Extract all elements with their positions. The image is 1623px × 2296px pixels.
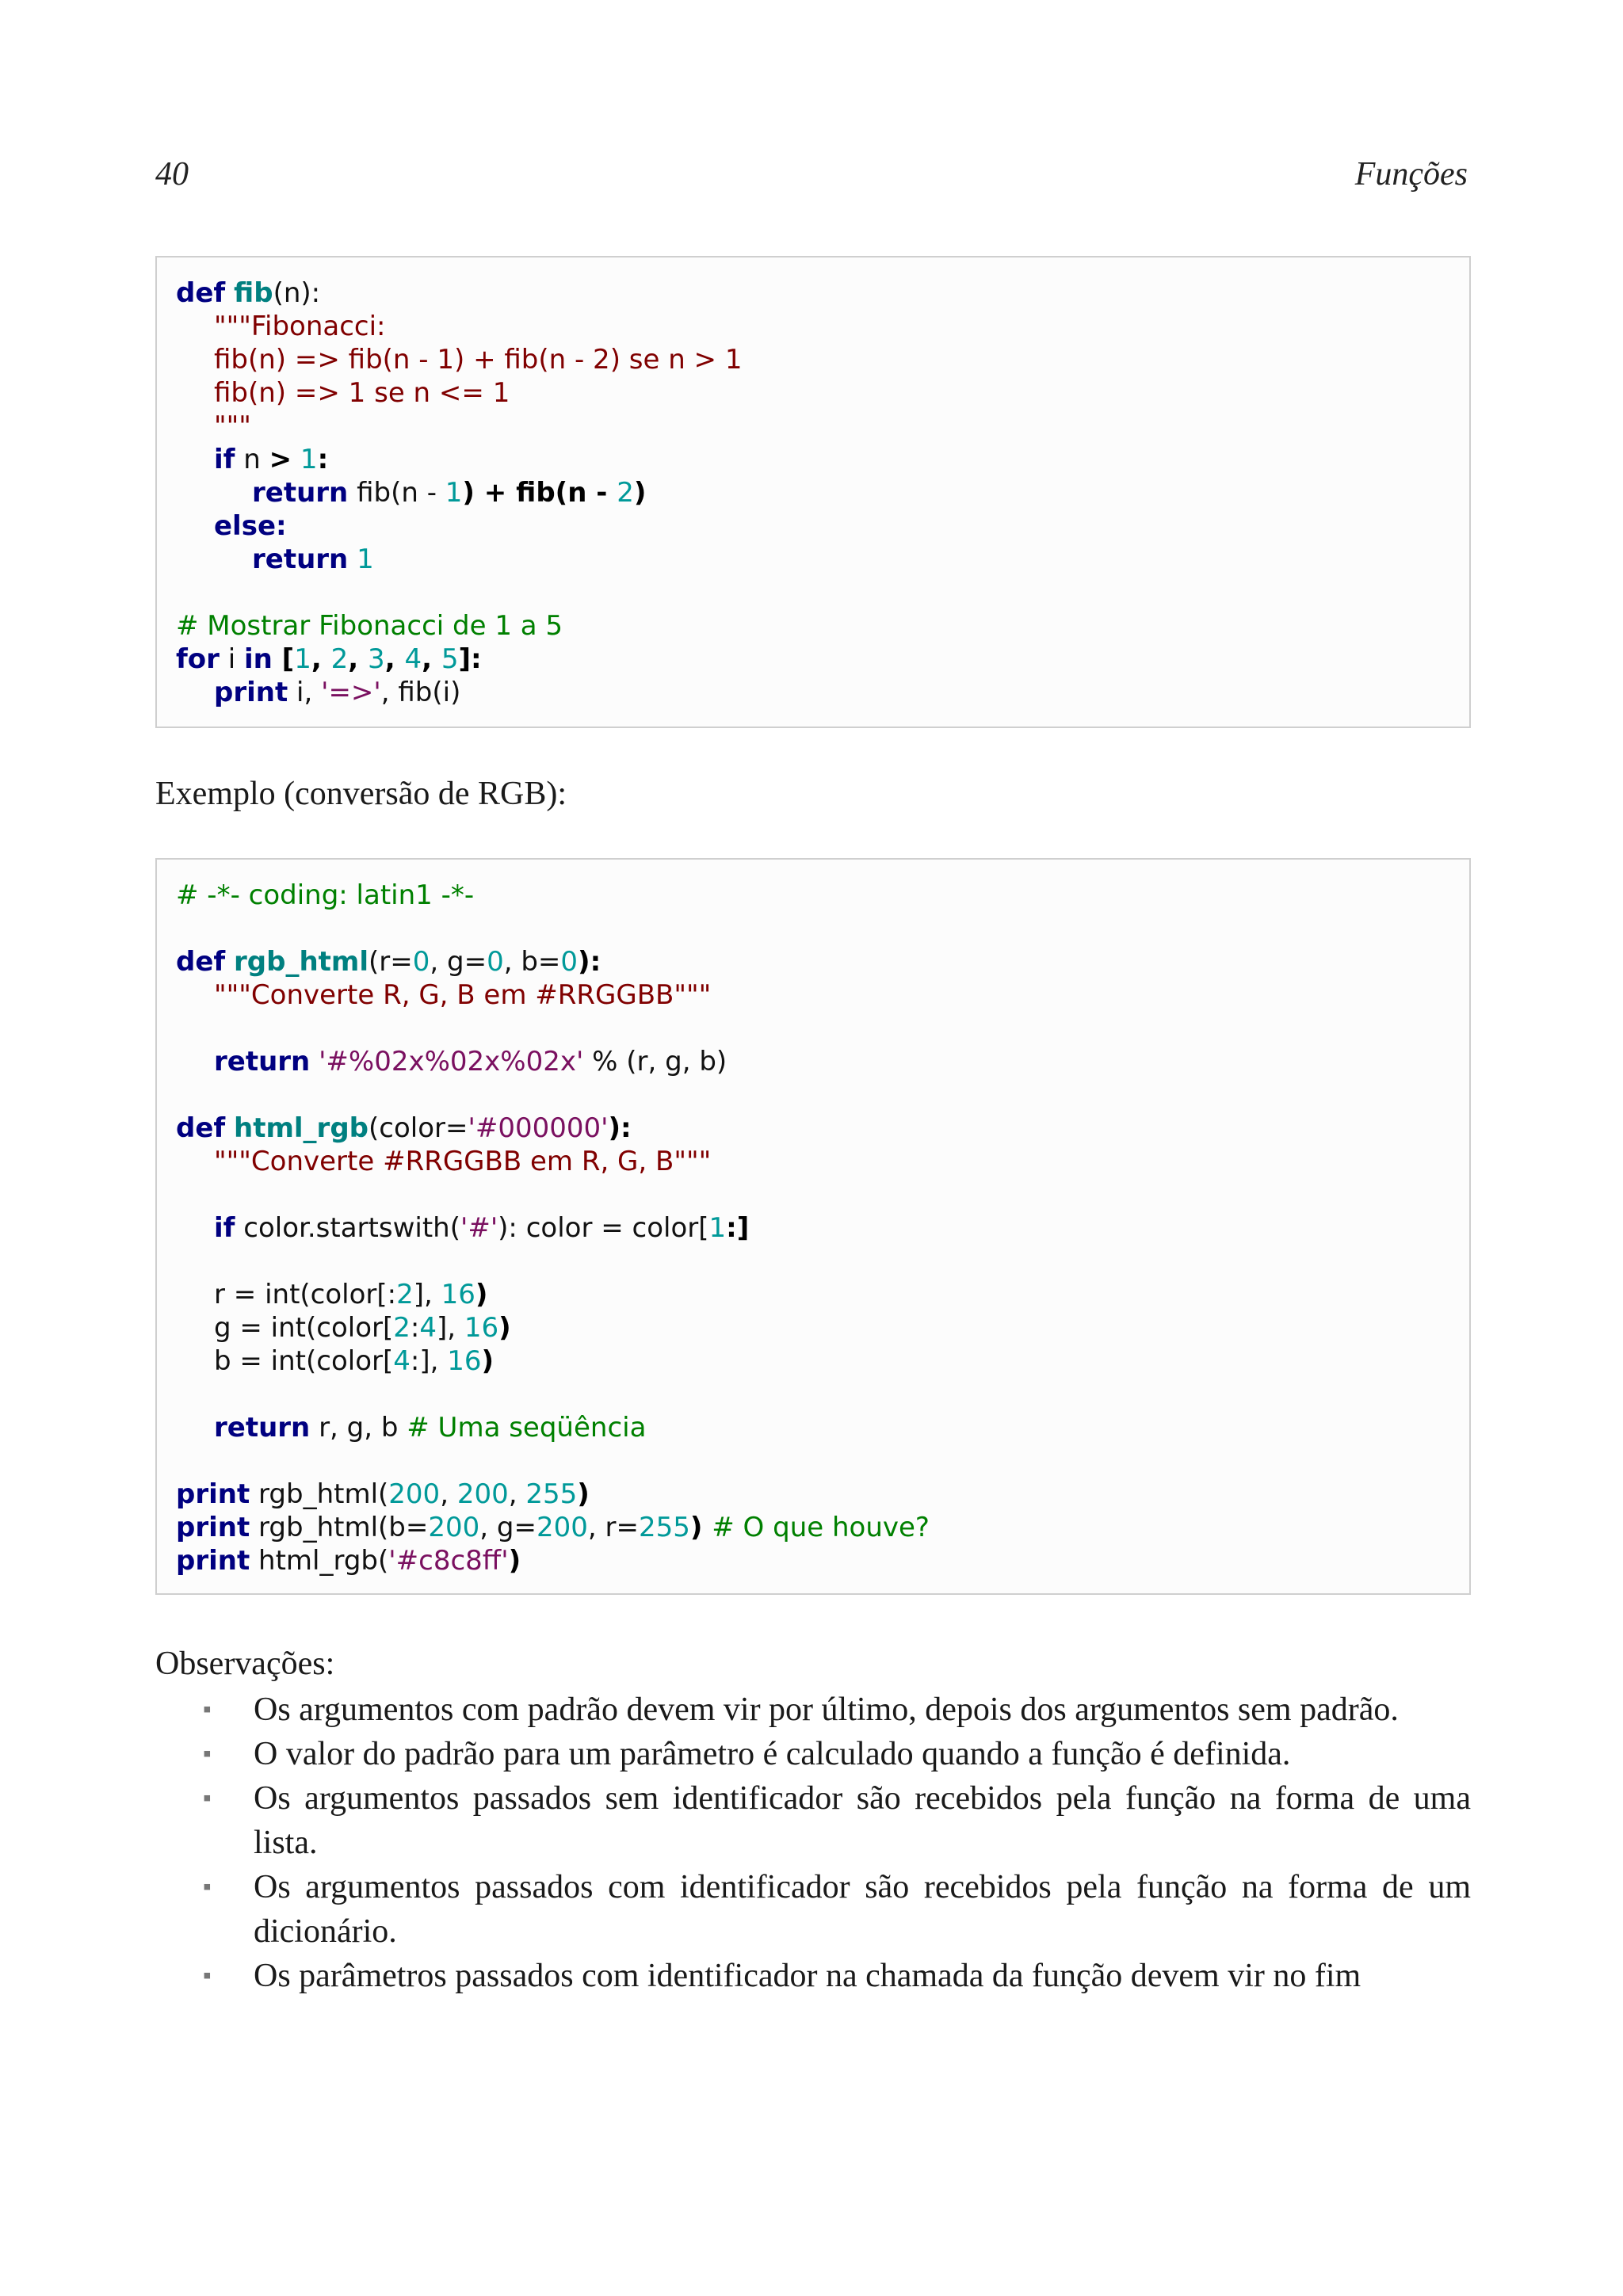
code-line: else: xyxy=(214,510,287,542)
code-line xyxy=(176,912,1450,945)
bullet-icon: ▪ xyxy=(203,1741,212,1767)
code-line: return 1 xyxy=(252,543,374,575)
code-line: """Converte R, G, B em #RRGGBB""" xyxy=(214,979,712,1011)
code-line: def fib(n): xyxy=(176,277,321,309)
code-line: """ xyxy=(214,410,251,442)
observations-label: Observações: xyxy=(155,1646,335,1682)
code-line: print rgb_html(200, 200, 255) xyxy=(176,1478,590,1510)
code-line xyxy=(176,1178,1450,1211)
code-line: if color.startswith('#'): color = color[1:] xyxy=(214,1212,750,1244)
code-line: return r, g, b # Uma seqüência xyxy=(214,1412,647,1444)
code-line: print html_rgb('#c8c8ff') xyxy=(176,1545,521,1577)
code-block-rgb xyxy=(155,858,1471,1595)
list-item: ▪ Os argumentos passados sem identificador são recebidos pela função na forma de uma lista. xyxy=(155,1776,1471,1865)
code-line xyxy=(176,1078,1450,1112)
code-line: return '#%02x%02x%02x' % (r, g, b) xyxy=(214,1046,727,1077)
code-line: r = int(color[:2], 16) xyxy=(214,1279,488,1310)
bullet-icon: ▪ xyxy=(203,1962,212,1989)
code-line: def rgb_html(r=0, g=0, b=0): xyxy=(176,946,601,978)
code-line: g = int(color[2:4], 16) xyxy=(214,1312,511,1344)
list-item: ▪ Os argumentos com padrão devem vir por último, depois dos argumentos sem padrão. xyxy=(155,1688,1471,1732)
code-line: b = int(color[4:], 16) xyxy=(214,1345,495,1377)
code-line: # -*- coding: latin1 -*- xyxy=(176,879,475,911)
code-line: fib(n) => fib(n - 1) + fib(n - 2) se n > 1 xyxy=(214,344,743,376)
code-line xyxy=(176,1245,1450,1278)
observations-list xyxy=(155,1688,1471,1998)
chapter-title: Funções xyxy=(1354,156,1468,193)
code-line: """Converte #RRGGBB em R, G, B""" xyxy=(214,1146,712,1177)
code-line xyxy=(176,1012,1450,1045)
code-line: if n > 1: xyxy=(214,444,329,475)
code-line xyxy=(176,1378,1450,1411)
code-line: def html_rgb(color='#000000'): xyxy=(176,1112,632,1144)
list-item: ▪ Os parâmetros passados com identificador na chamada da função devem vir no fim xyxy=(155,1954,1471,1998)
code-line xyxy=(176,576,1450,609)
page-header xyxy=(155,155,1468,203)
example-label: Exemplo (conversão de RGB): xyxy=(155,776,567,812)
bullet-icon: ▪ xyxy=(203,1785,212,1811)
list-item: ▪ O valor do padrão para um parâmetro é calculado quando a função é definida. xyxy=(155,1732,1471,1776)
code-line: # Mostrar Fibonacci de 1 a 5 xyxy=(176,610,563,642)
code-line: return fib(n - 1) + fib(n - 2) xyxy=(252,477,647,509)
code-line: print rgb_html(b=200, g=200, r=255) # O que houve? xyxy=(176,1512,930,1543)
code-line: """Fibonacci: xyxy=(214,311,386,342)
code-line: print i, '=>', fib(i) xyxy=(214,677,461,708)
code-block-fibonacci xyxy=(155,256,1471,728)
list-item: ▪ Os argumentos passados com identificador são recebidos pela função na forma de um dicionário. xyxy=(155,1865,1471,1954)
bullet-icon: ▪ xyxy=(203,1874,212,1900)
bullet-icon: ▪ xyxy=(203,1696,212,1722)
code-line: fib(n) => 1 se n <= 1 xyxy=(214,377,510,409)
page-number: 40 xyxy=(155,156,189,193)
code-line xyxy=(176,1444,1450,1478)
code-line: for i in [1, 2, 3, 4, 5]: xyxy=(176,643,482,675)
